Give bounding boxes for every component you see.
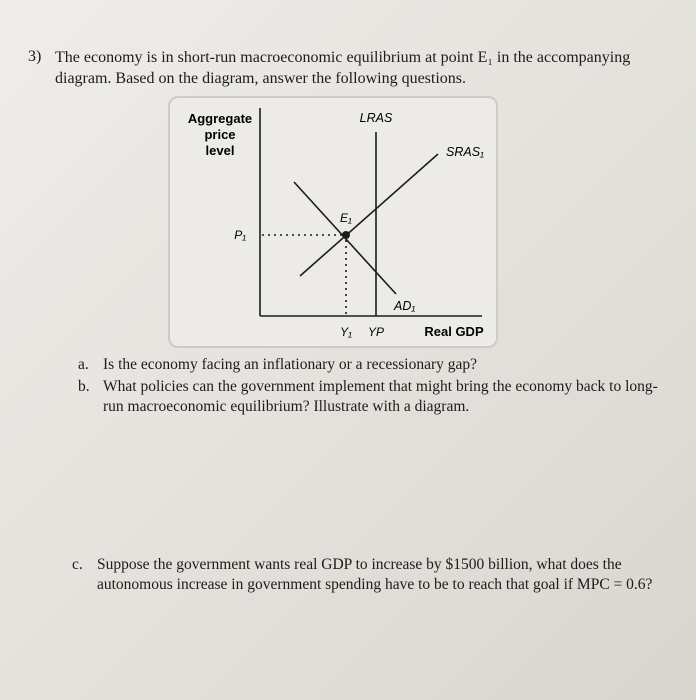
question-number: 3) — [28, 48, 42, 65]
ad-as-diagram-svg — [170, 98, 496, 346]
part-b-label: b. — [78, 378, 90, 395]
part-c-line-2: autonomous increase in government spending have to be to reach that goal if MPC = 0.6? — [97, 576, 653, 594]
question-intro-line-1: The economy is in short-run macroeconomic equilibrium at point E₁ in the accompanying — [55, 49, 631, 66]
part-c-line-1: Suppose the government wants real GDP to increase by $1500 billion, what does the — [97, 556, 622, 573]
sras-label: SRAS₁ — [446, 145, 484, 159]
y-axis-label-line-3: level — [205, 143, 235, 158]
lras-label: LRAS — [359, 111, 393, 125]
equilibrium-label: E₁ — [340, 211, 352, 225]
part-a-label: a. — [78, 356, 89, 373]
part-a-line-1: Is the economy facing an inflationary or a recessionary gap? — [103, 356, 477, 373]
y-axis-label-line-2: price — [204, 127, 236, 142]
y1-label: Y₁ — [340, 325, 352, 339]
question-intro — [55, 48, 655, 90]
part-c-label: c. — [72, 556, 83, 573]
equilibrium-point-e1 — [342, 231, 350, 239]
part-b-line-1: What policies can the government implement that might bring the economy back to long- — [103, 378, 658, 395]
question-intro-line-2: diagram. Based on the diagram, answer the following questions. — [55, 69, 467, 87]
yp-label: YP — [367, 325, 385, 339]
ad-label: AD₁ — [394, 299, 416, 313]
x-axis-label: Real GDP — [424, 324, 484, 339]
sras-curve — [300, 154, 438, 276]
ad-as-diagram — [168, 96, 498, 348]
part-b-line-2: run macroeconomic equilibrium? Illustrate with a diagram. — [103, 398, 470, 416]
y-axis-label-line-1: Aggregate — [187, 111, 253, 126]
price-label: P₁ — [234, 228, 246, 242]
